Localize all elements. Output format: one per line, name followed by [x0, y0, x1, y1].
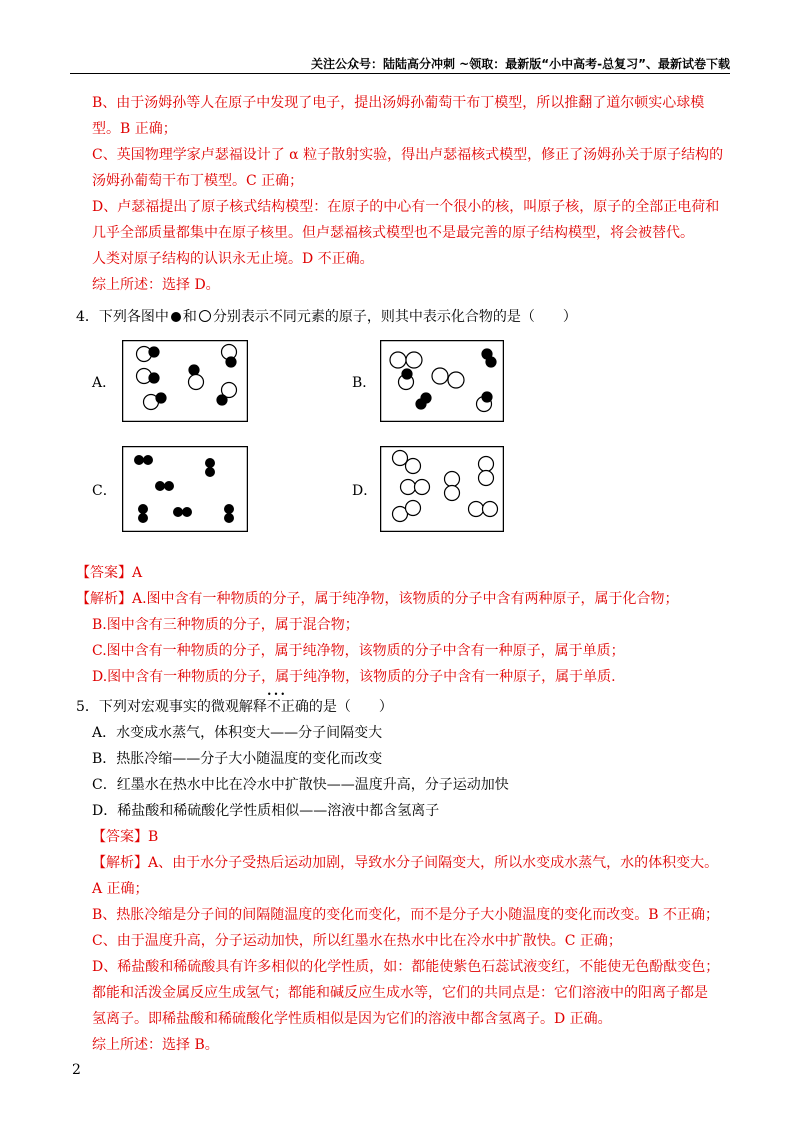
- q5-analysis-a2: A 正确；: [92, 881, 149, 897]
- document-body: [76, 90, 726, 1058]
- q5-summary: 综上所述：选择 B。: [92, 1037, 219, 1053]
- q4-prefix: 4．下列各图中: [76, 309, 169, 325]
- prev-b-line1: B、由于汤姆孙等人在原子中发现了电子，提出汤姆孙葡萄干布丁模型，所以推翻了道尔顿实心球模: [92, 95, 705, 111]
- q4-analysis-2: B.图中含有三种物质的分子，属于混合物；: [92, 617, 359, 633]
- q5-option-c: C．红墨水在热水中比在冷水中扩散快——温度升高，分子运动加快: [92, 777, 509, 793]
- prev-c-line1: C、英国物理学家卢瑟福设计了 α 粒子散射实验，得出卢瑟福核式模型，修正了汤姆孙关于原子结构的: [92, 147, 724, 163]
- q5-analysis-c: C、由于温度升高，分子运动加快，所以红墨水在热水中比在冷水中扩散快。C 正确；: [92, 933, 622, 949]
- page-number: 2: [72, 1062, 81, 1078]
- prev-b-line2: 型。B 正确；: [92, 121, 177, 137]
- page-header: 关注公众号：陆陆高分冲刺 ~领取：最新版“小中高考-总复习”、最新试卷下载: [311, 57, 730, 71]
- q5-emphasis: ••• 不正确: [267, 694, 309, 720]
- option-c-label: C．: [92, 483, 117, 499]
- q4-suffix: 分别表示不同元素的原子，则其中表示化合物的是（ ）: [212, 309, 577, 325]
- white-atom-icon: [199, 310, 211, 322]
- q4-and: 和: [182, 309, 197, 325]
- figure-a-diagram: [122, 340, 248, 422]
- q5-suffix: 的是（ ）: [308, 699, 393, 715]
- option-d-label: D．: [352, 483, 378, 499]
- q5-analysis-a1: 【解析】A、由于水分子受热后运动加剧，导致水分子间隔变大，所以水变成水蒸气，水的体积变大。: [92, 855, 719, 871]
- q5-option-d: D．稀盐酸和稀硫酸化学性质相似——溶液中都含氢离子: [92, 803, 440, 819]
- header-divider: [70, 73, 730, 74]
- q5-analysis-d2: 都能和活泼金属反应生成氢气；都能和碱反应生成水等，它们的共同点是：它们溶液中的阳离子都是: [92, 985, 708, 1001]
- q5-analysis-b: B、热胀冷缩是分子间的间隔随温度的变化而变化，而不是分子大小随温度的变化而改变。B 不正确；: [92, 907, 720, 923]
- figure-c-diagram: [122, 446, 248, 532]
- q4-solution: [76, 560, 726, 690]
- q5-stem: [76, 694, 726, 720]
- q5-option-a: A．水变成水蒸气，体积变大——分子间隔变大: [92, 725, 383, 741]
- prev-c-line2: 汤姆孙葡萄干布丁模型。C 正确；: [92, 173, 304, 189]
- q5-solution: [76, 824, 726, 1058]
- q4-stem: [76, 304, 726, 330]
- figure-b-diagram: [380, 340, 504, 422]
- prev-summary: 综上所述：选择 D。: [92, 277, 220, 293]
- figure-d-diagram: [380, 446, 504, 532]
- q4-analysis-4: D.图中含有一种物质的分子，属于纯净物，该物质的分子中含有一种原子，属于单质.: [92, 669, 616, 685]
- q5-option-b: B．热胀冷缩——分子大小随温度的变化而改变: [92, 751, 383, 767]
- option-a-label: A．: [92, 375, 117, 391]
- option-b-label: B．: [352, 375, 377, 391]
- black-atom-icon: [171, 312, 181, 322]
- q5-analysis-d3: 氢离子。即稀盐酸和稀硫酸化学性质相似是因为它们的溶液中都含氢离子。D 正确。: [92, 1011, 612, 1027]
- q4-answer: 【答案】A: [76, 565, 143, 581]
- q4-analysis-1: 【解析】A.图中含有一种物质的分子，属于纯净物，该物质的分子中含有两种原子，属于化合物；: [76, 591, 679, 607]
- prev-d-line1: D、卢瑟福提出了原子核式结构模型：在原子的中心有一个很小的核，叫原子核，原子的全部正电荷和: [92, 199, 720, 215]
- q5-prefix: 5．下列对宏观事实的微观解释: [76, 699, 267, 715]
- prev-d-line3: 人类对原子结构的认识永无止境。D 不正确。: [92, 251, 374, 267]
- q4-figures: [76, 340, 726, 552]
- q4-analysis-3: C.图中含有一种物质的分子，属于纯净物，该物质的分子中含有一种原子，属于单质；: [92, 643, 625, 659]
- q5-answer: 【答案】B: [92, 829, 159, 845]
- prev-d-line2: 几乎全部质量都集中在原子核里。但卢瑟福核式模型也不是最完善的原子结构模型，将会被替代。: [92, 225, 694, 241]
- q5-analysis-d1: D、稀盐酸和稀硫酸具有许多相似的化学性质，如：都能使紫色石蕊试液变红，不能使无色酚酞变色；: [92, 959, 720, 975]
- prev-analysis: [76, 90, 726, 298]
